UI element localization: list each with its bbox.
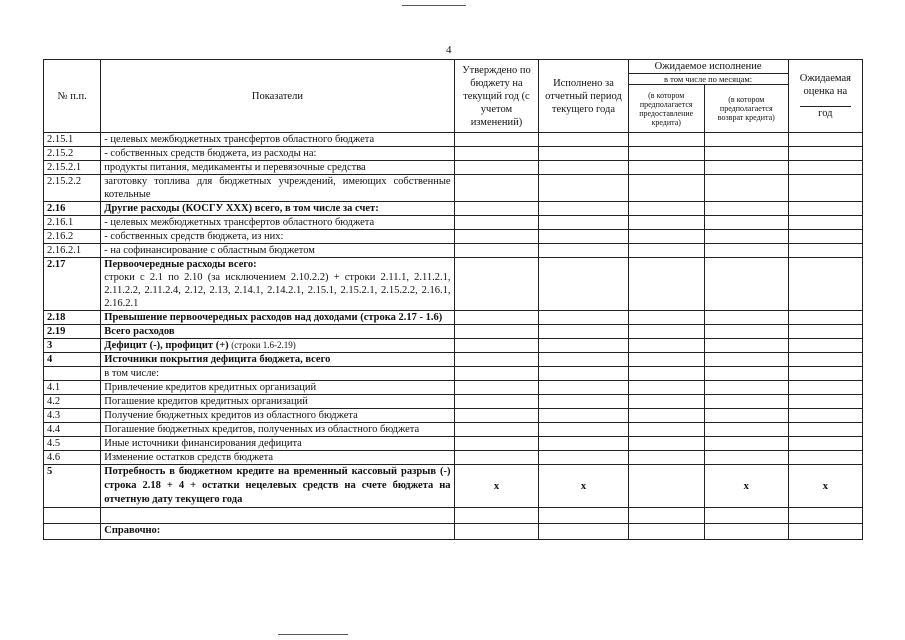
- empty-cell: [454, 244, 539, 258]
- table-row: [44, 311, 863, 325]
- header-by-months: в том числе по месяцам:: [628, 74, 788, 85]
- empty-cell: [628, 202, 704, 216]
- empty-cell: [539, 423, 628, 437]
- empty-cell: [539, 258, 628, 311]
- header-month-provide: (в котором предполагается предоставление кредита): [628, 85, 704, 133]
- empty-cell: [704, 423, 788, 437]
- row-3-title: Дефицит (-), профицит (+): [104, 340, 229, 351]
- empty-cell: [454, 258, 539, 311]
- table-row: [44, 339, 863, 353]
- empty-cell: [539, 451, 628, 465]
- empty-cell: [628, 161, 704, 175]
- table-cell: Справочно:: [101, 524, 454, 540]
- empty-cell: [628, 524, 704, 540]
- empty-cell: [628, 451, 704, 465]
- empty-cell: [788, 202, 862, 216]
- empty-cell: [788, 367, 862, 381]
- empty-cell: [704, 381, 788, 395]
- table-row: [44, 437, 863, 451]
- table-cell: 4: [44, 353, 101, 367]
- empty-cell: [454, 133, 539, 147]
- table-row: [44, 524, 863, 540]
- empty-cell: [454, 395, 539, 409]
- empty-cell: [539, 339, 628, 353]
- bottom-rule: [278, 634, 348, 635]
- empty-cell: [454, 230, 539, 244]
- empty-cell: [788, 423, 862, 437]
- empty-cell: [539, 508, 628, 524]
- empty-cell: [539, 244, 628, 258]
- table-cell: 4.6: [44, 451, 101, 465]
- empty-cell: [454, 524, 539, 540]
- x-mark: x: [539, 465, 628, 508]
- empty-cell: [454, 451, 539, 465]
- empty-cell: [628, 437, 704, 451]
- empty-cell: [628, 353, 704, 367]
- empty-cell: [539, 230, 628, 244]
- table-cell: 2.15.1: [44, 133, 101, 147]
- empty-cell: [454, 161, 539, 175]
- table-row: [44, 367, 863, 381]
- empty-cell: [628, 258, 704, 311]
- empty-cell: [539, 161, 628, 175]
- table-cell: 4.5: [44, 437, 101, 451]
- empty-cell: [788, 258, 862, 311]
- table-row: [44, 216, 863, 230]
- table-row: [44, 175, 863, 202]
- page-number: 4: [446, 44, 452, 56]
- empty-cell: [788, 230, 862, 244]
- empty-cell: [628, 175, 704, 202]
- table-cell: 2.16.2.1: [44, 244, 101, 258]
- table-row: [44, 161, 863, 175]
- table-row: [44, 133, 863, 147]
- empty-cell: [788, 508, 862, 524]
- empty-cell: [628, 465, 704, 508]
- empty-cell: [454, 437, 539, 451]
- table-row: [44, 423, 863, 437]
- empty-cell: [454, 353, 539, 367]
- empty-cell: [704, 175, 788, 202]
- table-row: [44, 451, 863, 465]
- table-cell: в том числе:: [101, 367, 454, 381]
- table-cell: 4.3: [44, 409, 101, 423]
- empty-cell: [704, 367, 788, 381]
- empty-cell: [788, 437, 862, 451]
- empty-cell: [628, 230, 704, 244]
- empty-cell: [454, 216, 539, 230]
- header-indicators: Показатели: [101, 60, 454, 133]
- empty-cell: [788, 133, 862, 147]
- table-cell: Превышение первоочередных расходов над доходами (строка 2.17 - 1.6): [101, 311, 454, 325]
- table-cell: - целевых межбюджетных трансфертов областного бюджета: [101, 216, 454, 230]
- empty-cell: [788, 175, 862, 202]
- top-rule: [402, 5, 466, 6]
- empty-cell: [628, 423, 704, 437]
- empty-cell: [628, 216, 704, 230]
- empty-cell: [454, 508, 539, 524]
- table-cell: 2.17: [44, 258, 101, 311]
- table-cell: 2.16.1: [44, 216, 101, 230]
- empty-cell: [704, 409, 788, 423]
- table-cell: заготовку топлива для бюджетных учреждений, имеющих собственные котельные: [101, 175, 454, 202]
- empty-cell: [788, 325, 862, 339]
- empty-cell: [628, 311, 704, 325]
- table-row: [44, 258, 863, 311]
- empty-cell: [704, 202, 788, 216]
- table-cell: [44, 524, 101, 540]
- table-row: [44, 202, 863, 216]
- empty-cell: [628, 339, 704, 353]
- empty-cell: [628, 325, 704, 339]
- empty-cell: [704, 133, 788, 147]
- empty-cell: [454, 311, 539, 325]
- empty-cell: [454, 325, 539, 339]
- budget-table: [43, 59, 863, 540]
- empty-cell: [704, 524, 788, 540]
- empty-cell: [788, 524, 862, 540]
- empty-cell: [539, 133, 628, 147]
- header-year: год: [818, 108, 833, 119]
- empty-cell: [628, 409, 704, 423]
- table-cell: Погашение бюджетных кредитов, полученных из областного бюджета: [101, 423, 454, 437]
- empty-cell: [454, 175, 539, 202]
- empty-cell: [788, 353, 862, 367]
- empty-cell: [704, 437, 788, 451]
- empty-cell: [539, 395, 628, 409]
- table-cell: 2.15.2.2: [44, 175, 101, 202]
- empty-cell: [539, 175, 628, 202]
- empty-cell: [628, 395, 704, 409]
- header-month-return: (в котором предполагается возврат кредита): [704, 85, 788, 133]
- x-mark: x: [788, 465, 862, 508]
- empty-cell: [704, 508, 788, 524]
- empty-cell: [704, 325, 788, 339]
- table-cell: продукты питания, медикаменты и перевязочные средства: [101, 161, 454, 175]
- table-cell: Всего расходов: [101, 325, 454, 339]
- table-cell: - на софинансирование с областным бюджетом: [101, 244, 454, 258]
- empty-cell: [539, 367, 628, 381]
- table-cell: Другие расходы (КОСГУ XXX) всего, в том числе за счет:: [101, 202, 454, 216]
- table-cell: 2.18: [44, 311, 101, 325]
- empty-cell: [788, 216, 862, 230]
- empty-cell: [454, 423, 539, 437]
- table-cell: 4.2: [44, 395, 101, 409]
- empty-cell: [628, 147, 704, 161]
- table-cell: Источники покрытия дефицита бюджета, всего: [101, 353, 454, 367]
- table-cell: [101, 508, 454, 524]
- empty-cell: [788, 311, 862, 325]
- empty-cell: [788, 161, 862, 175]
- row-2-17-title: Первоочередные расходы всего:: [104, 259, 257, 270]
- empty-cell: [101, 339, 454, 353]
- empty-cell: [539, 147, 628, 161]
- table-cell: - собственных средств бюджета, из них:: [101, 230, 454, 244]
- table-row: [44, 381, 863, 395]
- empty-cell: [454, 147, 539, 161]
- header-num: № п.п.: [44, 60, 101, 133]
- empty-cell: [454, 381, 539, 395]
- empty-cell: [539, 437, 628, 451]
- empty-cell: [628, 244, 704, 258]
- empty-cell: [539, 202, 628, 216]
- table-cell: Иные источники финансирования дефицита: [101, 437, 454, 451]
- empty-cell: [704, 244, 788, 258]
- empty-cell: [704, 161, 788, 175]
- header-approved: Утверждено по бюджету на текущий год (с учетом изменений): [454, 60, 539, 133]
- empty-cell: [704, 451, 788, 465]
- empty-cell: [704, 216, 788, 230]
- table-cell: 2.16: [44, 202, 101, 216]
- table-cell: - собственных средств бюджета, из расходы на:: [101, 147, 454, 161]
- table-cell: 5: [44, 465, 101, 508]
- table-row: [44, 147, 863, 161]
- empty-cell: [704, 311, 788, 325]
- empty-cell: [539, 524, 628, 540]
- header-executed: Исполнено за отчетный период текущего года: [539, 60, 628, 133]
- empty-cell: [704, 339, 788, 353]
- empty-cell: [788, 395, 862, 409]
- table-cell: - целевых межбюджетных трансфертов областного бюджета: [101, 133, 454, 147]
- x-mark: x: [454, 465, 539, 508]
- table-row: [44, 230, 863, 244]
- table-row: [44, 465, 863, 508]
- empty-cell: [704, 258, 788, 311]
- table-row: [44, 409, 863, 423]
- empty-cell: [454, 339, 539, 353]
- empty-cell: [628, 508, 704, 524]
- empty-cell: [788, 451, 862, 465]
- empty-cell: [454, 409, 539, 423]
- empty-cell: [704, 395, 788, 409]
- table-cell: [44, 508, 101, 524]
- empty-cell: [628, 381, 704, 395]
- table-cell: Изменение остатков средств бюджета: [101, 451, 454, 465]
- empty-cell: [788, 244, 862, 258]
- empty-cell: [539, 216, 628, 230]
- header-expected: Ожидаемое исполнение: [628, 60, 788, 74]
- row-2-17-detail: строки с 2.1 по 2.10 (за исключением 2.10.2.2) + строки 2.11.1, 2.11.2.1, 2.11.2.2, 2.11.2.4, 2.12, 2.13, 2.14.1, 2.14.2.1, 2.15.1, 2.15.2.1, 2.15.2.2, 2.16.1, 2.16.2.1: [104, 272, 451, 309]
- table-cell: 4.4: [44, 423, 101, 437]
- table-cell: 2.19: [44, 325, 101, 339]
- table-cell: 3: [44, 339, 101, 353]
- empty-cell: [628, 367, 704, 381]
- table-cell: 4.1: [44, 381, 101, 395]
- empty-cell: [454, 202, 539, 216]
- row-3-detail: (строки 1.6-2.19): [231, 340, 296, 350]
- empty-cell: [704, 147, 788, 161]
- empty-cell: [704, 353, 788, 367]
- table-row: [44, 508, 863, 524]
- empty-cell: [788, 381, 862, 395]
- empty-cell: [539, 409, 628, 423]
- empty-cell: [539, 381, 628, 395]
- table-row: [44, 244, 863, 258]
- table-cell: Привлечение кредитов кредитных организаций: [101, 381, 454, 395]
- table-cell: Потребность в бюджетном кредите на временный кассовый разрыв (-) строка 2.18 + 4 + остатки нецелевых средств на счете бюджета на отчетную дату текущего года: [101, 465, 454, 508]
- table-cell: 2.15.2: [44, 147, 101, 161]
- table-cell: Погашение кредитов кредитных организаций: [101, 395, 454, 409]
- empty-cell: [628, 133, 704, 147]
- table-row: [44, 395, 863, 409]
- table-row: [44, 325, 863, 339]
- empty-cell: [539, 311, 628, 325]
- empty-cell: [454, 367, 539, 381]
- table-row: [44, 353, 863, 367]
- header-estimate: [788, 60, 862, 133]
- empty-cell: [704, 230, 788, 244]
- header-estimate-text: Ожидаемая оценка на: [799, 73, 851, 97]
- empty-cell: [539, 353, 628, 367]
- empty-cell: [788, 147, 862, 161]
- table-cell: 2.16.2: [44, 230, 101, 244]
- empty-cell: [539, 325, 628, 339]
- empty-cell: [788, 339, 862, 353]
- table-cell: Получение бюджетных кредитов из областного бюджета: [101, 409, 454, 423]
- x-mark: x: [704, 465, 788, 508]
- table-cell: [44, 367, 101, 381]
- table-cell: 2.15.2.1: [44, 161, 101, 175]
- empty-cell: [788, 409, 862, 423]
- empty-cell: [101, 258, 454, 311]
